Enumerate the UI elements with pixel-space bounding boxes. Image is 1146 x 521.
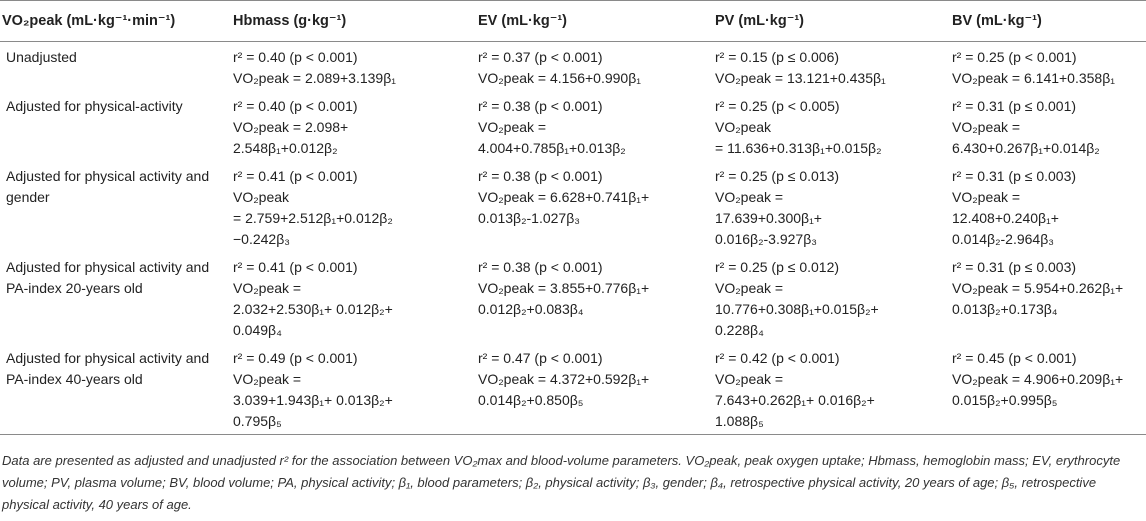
table-row bbox=[0, 161, 1146, 252]
equation-line: 2.548β₁+0.012β₂ bbox=[233, 140, 338, 156]
equation-line: 0.013β₂-1.027β₃ bbox=[478, 210, 580, 226]
equation-line: VO₂peak = bbox=[715, 371, 784, 387]
equation-line: 0.049β₄ bbox=[233, 322, 282, 338]
row-label: Adjusted for physical activity and gender bbox=[6, 168, 210, 205]
equation-line: VO₂peak = 13.121+0.435β₁ bbox=[715, 70, 886, 86]
regression-cell bbox=[227, 42, 472, 92]
r-squared-value: r² = 0.31 (p ≤ 0.001) bbox=[952, 98, 1077, 114]
regression-cell bbox=[472, 343, 709, 435]
regression-cell bbox=[946, 343, 1146, 435]
r-squared-value: r² = 0.25 (p ≤ 0.013) bbox=[715, 168, 840, 184]
row-label: Adjusted for physical activity and PA-index 20-years old bbox=[6, 259, 210, 296]
table-row bbox=[0, 42, 1146, 92]
equation-line: VO₂peak = 2.089+3.139β₁ bbox=[233, 70, 396, 86]
regression-cell bbox=[709, 252, 946, 343]
equation-line: VO₂peak = bbox=[952, 189, 1021, 205]
regression-cell bbox=[227, 343, 472, 435]
equation-line: VO₂peak = 6.628+0.741β₁+ bbox=[478, 189, 650, 205]
regression-cell bbox=[946, 91, 1146, 161]
equation-line: 0.016β₂-3.927β₃ bbox=[715, 231, 817, 247]
equation-line: 7.643+0.262β₁+ 0.016β₂+ bbox=[715, 392, 875, 408]
regression-cell bbox=[709, 42, 946, 92]
equation-line: VO₂peak = bbox=[952, 119, 1021, 135]
equation-line: VO₂peak = 3.855+0.776β₁+ bbox=[478, 280, 650, 296]
equation-line: VO₂peak = 5.954+0.262β₁+ bbox=[952, 280, 1124, 296]
regression-cell bbox=[227, 161, 472, 252]
header-ev: EV (mL·kg⁻¹) bbox=[472, 1, 709, 42]
r-squared-value: r² = 0.40 (p < 0.001) bbox=[233, 49, 358, 65]
regression-cell bbox=[946, 252, 1146, 343]
regression-cell bbox=[709, 343, 946, 435]
regression-cell bbox=[709, 91, 946, 161]
equation-line: VO₂peak = bbox=[715, 280, 784, 296]
r-squared-value: r² = 0.25 (p ≤ 0.012) bbox=[715, 259, 840, 275]
r-squared-value: r² = 0.38 (p < 0.001) bbox=[478, 168, 603, 184]
equation-line: 0.228β₄ bbox=[715, 322, 764, 338]
r-squared-value: r² = 0.40 (p < 0.001) bbox=[233, 98, 358, 114]
table-row bbox=[0, 91, 1146, 161]
row-label: Adjusted for physical-activity bbox=[6, 98, 183, 114]
equation-line: = 11.636+0.313β₁+0.015β₂ bbox=[715, 140, 882, 156]
equation-line: 3.039+1.943β₁+ 0.013β₂+ bbox=[233, 392, 393, 408]
regression-cell bbox=[472, 42, 709, 92]
equation-line: VO₂peak = 4.906+0.209β₁+ bbox=[952, 371, 1124, 387]
r-squared-value: r² = 0.15 (p ≤ 0.006) bbox=[715, 49, 840, 65]
regression-cell bbox=[472, 252, 709, 343]
equation-line: 0.014β₂+0.850β₅ bbox=[478, 392, 584, 408]
regression-cell bbox=[227, 91, 472, 161]
regression-cell bbox=[946, 161, 1146, 252]
equation-line: VO₂peak = bbox=[715, 189, 784, 205]
equation-line: VO₂peak bbox=[715, 119, 772, 135]
header-bv: BV (mL·kg⁻¹) bbox=[946, 1, 1146, 42]
regression-cell bbox=[946, 42, 1146, 92]
equation-line: −0.242β₃ bbox=[233, 231, 290, 247]
equation-line: 2.032+2.530β₁+ 0.012β₂+ bbox=[233, 301, 393, 317]
r-squared-value: r² = 0.37 (p < 0.001) bbox=[478, 49, 603, 65]
equation-line: 0.795β₅ bbox=[233, 413, 282, 429]
r-squared-value: r² = 0.31 (p ≤ 0.003) bbox=[952, 259, 1077, 275]
regression-cell bbox=[472, 91, 709, 161]
r-squared-value: r² = 0.45 (p < 0.001) bbox=[952, 350, 1077, 366]
equation-line: 6.430+0.267β₁+0.014β₂ bbox=[952, 140, 1100, 156]
equation-line: 0.012β₂+0.083β₄ bbox=[478, 301, 584, 317]
equation-line: VO₂peak = bbox=[478, 119, 547, 135]
equation-line: VO₂peak = 2.098+ bbox=[233, 119, 349, 135]
regression-cell bbox=[709, 161, 946, 252]
r-squared-value: r² = 0.38 (p < 0.001) bbox=[478, 98, 603, 114]
table-row bbox=[0, 252, 1146, 343]
table-row bbox=[0, 343, 1146, 435]
r-squared-value: r² = 0.49 (p < 0.001) bbox=[233, 350, 358, 366]
equation-line: 0.015β₂+0.995β₅ bbox=[952, 392, 1058, 408]
header-hbmass: Hbmass (g·kg⁻¹) bbox=[227, 1, 472, 42]
equation-line: VO₂peak = 4.156+0.990β₁ bbox=[478, 70, 641, 86]
equation-line: = 2.759+2.512β₁+0.012β₂ bbox=[233, 210, 393, 226]
r-squared-value: r² = 0.41 (p < 0.001) bbox=[233, 259, 358, 275]
equation-line: 0.013β₂+0.173β₄ bbox=[952, 301, 1058, 317]
r-squared-value: r² = 0.31 (p ≤ 0.003) bbox=[952, 168, 1077, 184]
row-label: Adjusted for physical activity and PA-index 40-years old bbox=[0, 343, 227, 435]
equation-line: VO₂peak = bbox=[233, 280, 302, 296]
equation-line: 17.639+0.300β₁+ bbox=[715, 210, 822, 226]
equation-line: 10.776+0.308β₁+0.015β₂+ bbox=[715, 301, 879, 317]
r-squared-value: r² = 0.47 (p < 0.001) bbox=[478, 350, 603, 366]
equation-line: VO₂peak = bbox=[233, 371, 302, 387]
equation-line: VO₂peak = 4.372+0.592β₁+ bbox=[478, 371, 650, 387]
row-label: Unadjusted bbox=[6, 49, 77, 65]
equation-line: 12.408+0.240β₁+ bbox=[952, 210, 1059, 226]
equation-line: VO₂peak = 6.141+0.358β₁ bbox=[952, 70, 1115, 86]
r-squared-value: r² = 0.38 (p < 0.001) bbox=[478, 259, 603, 275]
r-squared-value: r² = 0.25 (p < 0.001) bbox=[952, 49, 1077, 65]
regression-cell bbox=[227, 252, 472, 343]
header-pv: PV (mL·kg⁻¹) bbox=[709, 1, 946, 42]
equation-line: 1.088β₅ bbox=[715, 413, 764, 429]
equation-line: 0.014β₂-2.964β₃ bbox=[952, 231, 1054, 247]
r-squared-value: r² = 0.25 (p < 0.005) bbox=[715, 98, 840, 114]
r-squared-value: r² = 0.42 (p < 0.001) bbox=[715, 350, 840, 366]
table-footnote: Data are presented as adjusted and unadjusted r² for the association between VO₂max and blood-volume parameters. VO₂peak, peak oxygen uptake; Hbmass, hemoglobin mass; EV, erythrocyte volume; PV, plasma volume; BV, blood volume; PA, physical activity; β₁, blood parameters; β₂, physical activity; β₃, gender; β₄, retrospective physical activity, 20 years of age; β₅, retrospective physical activity, 40 years of age. bbox=[2, 453, 1121, 512]
header-vo2peak: VO₂peak (mL·kg⁻¹·min⁻¹) bbox=[0, 1, 227, 42]
header-row bbox=[0, 1, 1146, 42]
regression-cell bbox=[472, 161, 709, 252]
r-squared-value: r² = 0.41 (p < 0.001) bbox=[233, 168, 358, 184]
equation-line: 4.004+0.785β₁+0.013β₂ bbox=[478, 140, 626, 156]
equation-line: VO₂peak bbox=[233, 189, 290, 205]
